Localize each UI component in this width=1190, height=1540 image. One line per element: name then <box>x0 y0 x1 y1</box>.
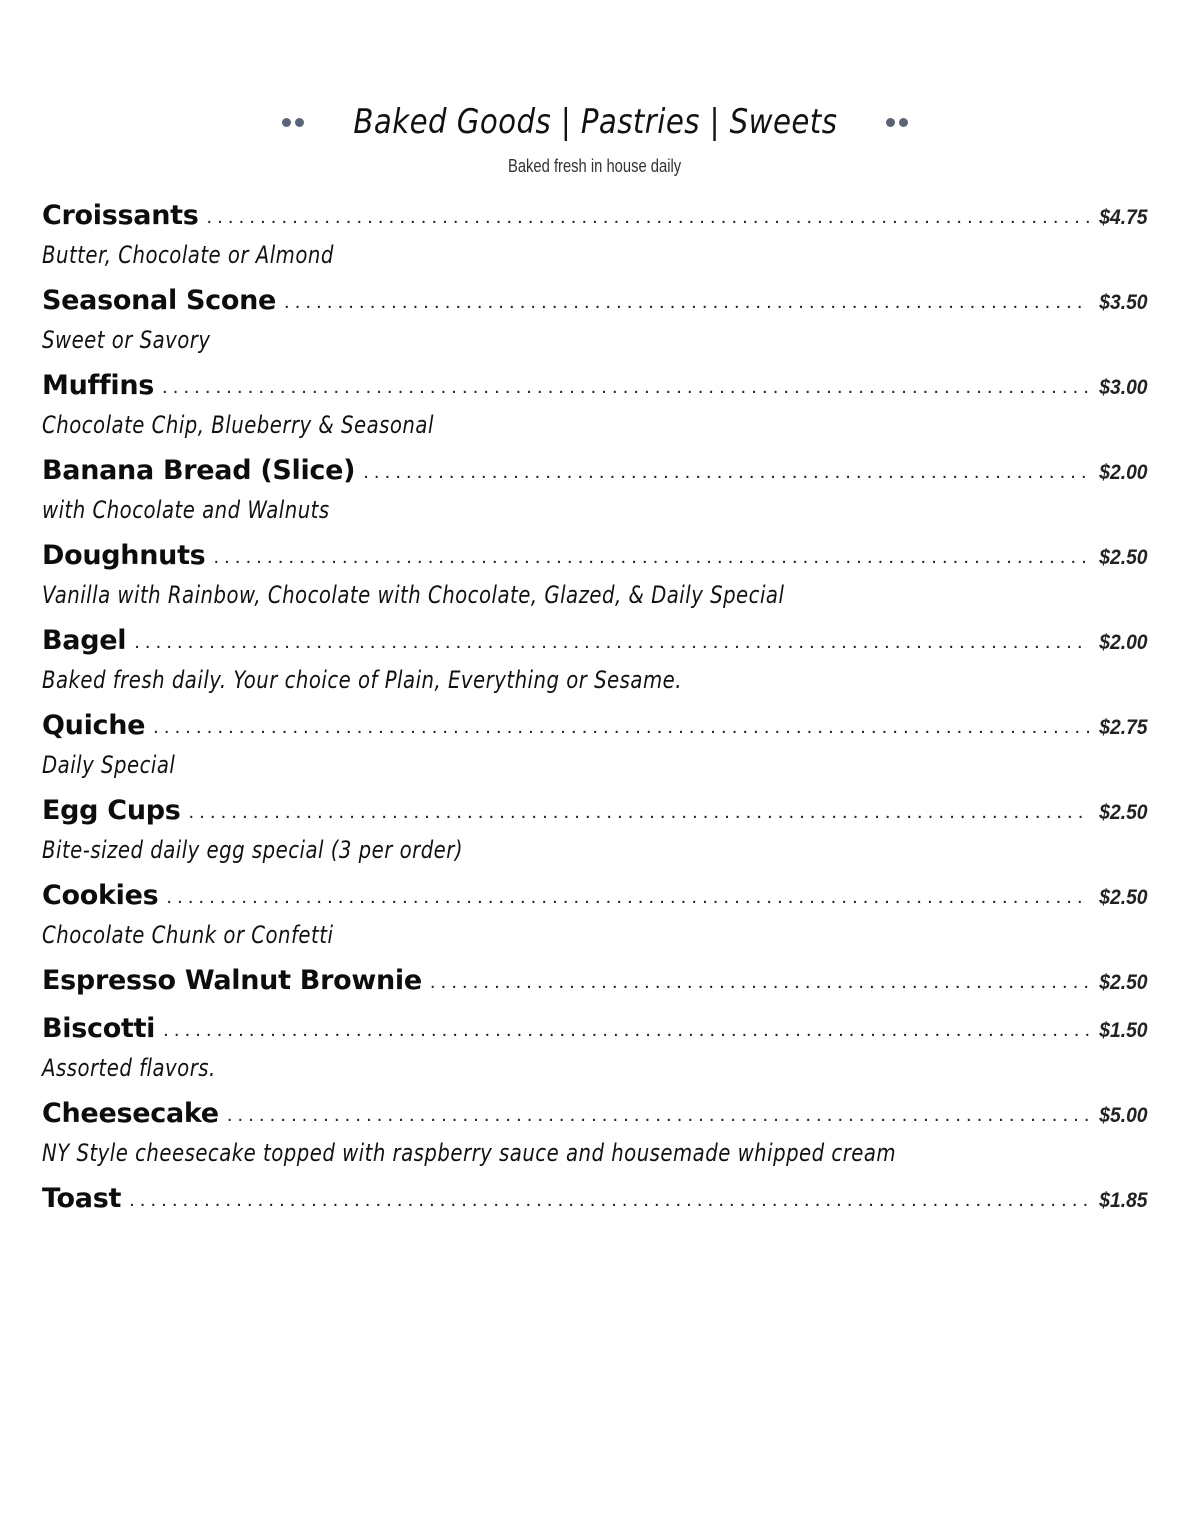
right-dots-ornament <box>886 118 908 127</box>
dot-leader <box>163 1019 1089 1042</box>
dot-leader <box>227 1104 1090 1127</box>
dot-leader <box>129 1189 1089 1212</box>
menu-item-name: Toast <box>42 1183 122 1214</box>
menu-item-price: $3.00 <box>1099 376 1148 399</box>
dot-leader <box>189 801 1090 824</box>
menu-item-row <box>42 795 1148 831</box>
menu-item-name: Cookies <box>42 880 159 911</box>
menu-item-row <box>42 1013 1148 1049</box>
menu-item-row <box>42 710 1148 746</box>
menu-item <box>42 1013 1148 1098</box>
menu-item-name: Banana Bread (Slice) <box>42 455 356 486</box>
dot-leader <box>166 886 1089 909</box>
menu-item-row <box>42 370 1148 406</box>
dot-leader <box>213 546 1089 569</box>
menu-list <box>42 200 1148 1231</box>
menu-item-row <box>42 455 1148 491</box>
menu-item-price: $2.00 <box>1099 461 1148 484</box>
menu-item-price: $3.50 <box>1099 291 1148 314</box>
menu-item-row <box>42 1098 1148 1134</box>
menu-item-price: $1.50 <box>1099 1019 1148 1042</box>
menu-item <box>42 880 1148 965</box>
menu-item <box>42 1183 1148 1219</box>
dot-leader <box>134 631 1089 654</box>
menu-item <box>42 540 1148 625</box>
menu-item-price: $5.00 <box>1099 1104 1148 1127</box>
menu-item-description: Vanilla with Rainbow, Chocolate with Chocolate, Glazed, & Daily Special <box>42 581 785 609</box>
menu-item <box>42 285 1148 370</box>
menu-item-description: Baked fresh daily. Your choice of Plain, Everything or Sesame. <box>42 666 682 694</box>
menu-item <box>42 455 1148 540</box>
menu-item-description: with Chocolate and Walnuts <box>42 496 330 524</box>
menu-item <box>42 200 1148 285</box>
left-dots-ornament <box>282 118 304 127</box>
menu-item-description: Chocolate Chunk or Confetti <box>42 921 334 949</box>
dot-leader <box>153 716 1089 739</box>
menu-item-price: $2.50 <box>1099 886 1148 909</box>
menu-item-description: Assorted flavors. <box>42 1054 216 1082</box>
menu-item-price: $1.85 <box>1099 1189 1148 1212</box>
menu-item <box>42 625 1148 710</box>
menu-item-row <box>42 880 1148 916</box>
menu-item-name: Cheesecake <box>42 1098 219 1129</box>
menu-item-name: Egg Cups <box>42 795 181 826</box>
menu-item-row <box>42 540 1148 576</box>
menu-item-price: $4.75 <box>1099 206 1148 229</box>
menu-item-name: Doughnuts <box>42 540 206 571</box>
dot-leader <box>284 291 1089 314</box>
menu-item-row <box>42 625 1148 661</box>
menu-item-row <box>42 1183 1148 1219</box>
page-title: Baked Goods | Pastries | Sweets <box>353 102 837 142</box>
menu-item-row <box>42 285 1148 321</box>
menu-item-name: Muffins <box>42 370 155 401</box>
dot-icon <box>886 118 895 127</box>
menu-item <box>42 710 1148 795</box>
dot-leader <box>363 461 1089 484</box>
dot-leader <box>430 971 1090 994</box>
dot-icon <box>295 118 304 127</box>
menu-item-name: Croissants <box>42 200 199 231</box>
menu-item-price: $2.75 <box>1099 716 1148 739</box>
title-row <box>0 96 1190 148</box>
dot-icon <box>282 118 291 127</box>
menu-item <box>42 965 1148 1001</box>
menu-item-price: $2.50 <box>1099 971 1148 994</box>
menu-item-row <box>42 965 1148 1001</box>
menu-item-description: Bite-sized daily egg special (3 per order) <box>42 836 464 864</box>
menu-item-description: Chocolate Chip, Blueberry & Seasonal <box>42 411 434 439</box>
menu-item-name: Seasonal Scone <box>42 285 277 316</box>
menu-item-row <box>42 200 1148 236</box>
menu-item-description: NY Style cheesecake topped with raspberry sauce and housemade whipped cream <box>42 1139 897 1167</box>
menu-item-price: $2.50 <box>1099 546 1148 569</box>
menu-item-name: Espresso Walnut Brownie <box>42 965 422 996</box>
menu-item-name: Biscotti <box>42 1013 156 1044</box>
menu-item-price: $2.00 <box>1099 631 1148 654</box>
menu-item <box>42 370 1148 455</box>
menu-item-price: $2.50 <box>1099 801 1148 824</box>
menu-item-description: Sweet or Savory <box>42 326 211 354</box>
menu-item-name: Quiche <box>42 710 146 741</box>
dot-leader <box>207 206 1090 229</box>
dot-leader <box>162 376 1089 399</box>
page-subtitle: Baked fresh in house daily <box>508 156 682 176</box>
menu-item <box>42 1098 1148 1183</box>
dot-icon <box>899 118 908 127</box>
menu-header <box>0 96 1190 177</box>
menu-item <box>42 795 1148 880</box>
menu-item-description: Butter, Chocolate or Almond <box>42 241 334 269</box>
menu-item-description: Daily Special <box>42 751 176 779</box>
menu-item-name: Bagel <box>42 625 127 656</box>
